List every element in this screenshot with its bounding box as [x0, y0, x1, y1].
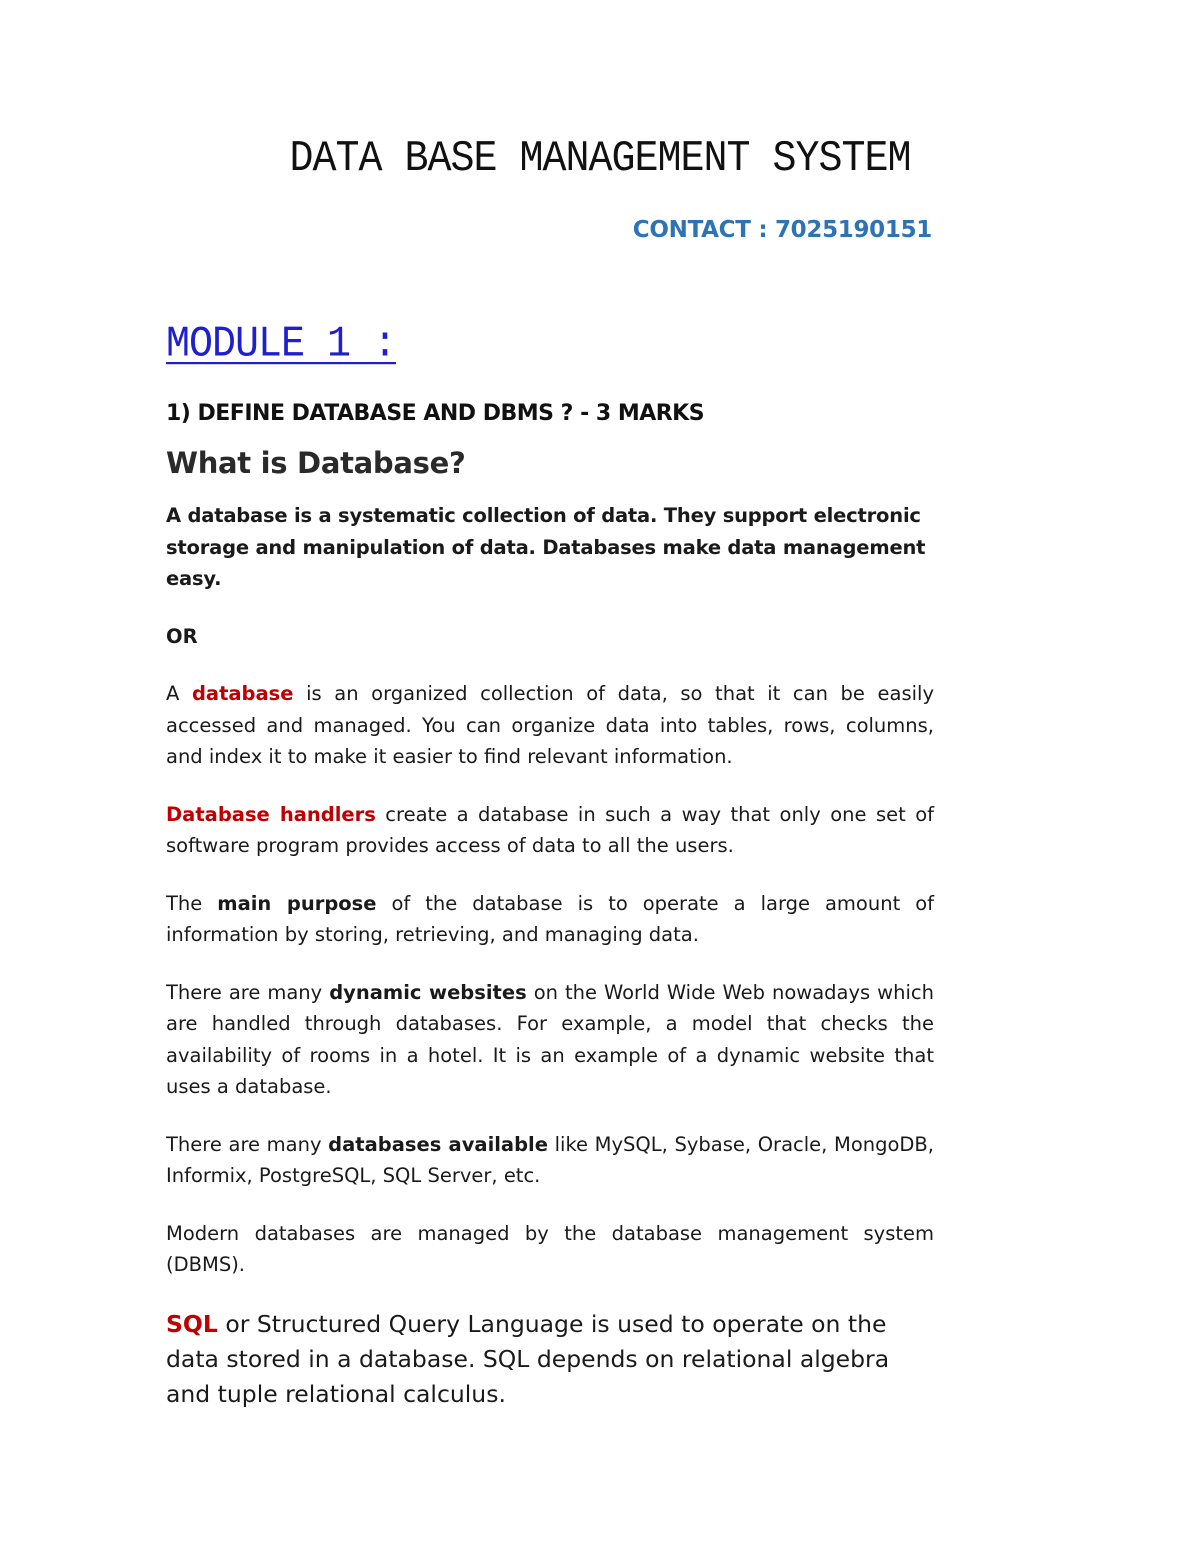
paragraph-definition: A database is a systematic collection of data. They support electronic storage and manipulation of data. Databases make data management easy. — [166, 504, 926, 590]
text-run: is an organized collection of data, so that it can be easily accessed and managed. You can organize data into tables, rows, columns, and index it to make it easier to find relevant information. — [166, 682, 935, 768]
paragraph-main-purpose — [166, 888, 934, 951]
text-run: like MySQL, Sybase, Oracle, MongoDB, Informix, PostgreSQL, SQL Server, etc. — [166, 1132, 935, 1187]
text-run: There are many — [166, 980, 330, 1004]
paragraph-sql — [166, 1307, 934, 1412]
document-title: DATA BASE MANAGEMENT SYSTEM — [289, 134, 911, 185]
text-run: The — [166, 891, 218, 915]
body-content — [166, 500, 934, 1438]
bold-main-purpose: main purpose — [217, 891, 377, 915]
text-run: There are many — [166, 1132, 329, 1156]
text-run: of the database is to operate a large amount of information by storing, retrieving, and managing data. — [166, 891, 934, 946]
paragraph-database-handlers — [166, 799, 934, 862]
bold-dynamic-websites: dynamic websites — [329, 980, 527, 1004]
text-run: on the World Wide Web nowadays which are handled through databases. For example, a model that checks the availability of rooms in a hotel. It is an example of a dynamic website that uses a database. — [166, 980, 934, 1098]
text-run: A — [166, 682, 192, 705]
paragraph-or: OR — [166, 624, 198, 648]
question-heading: 1) DEFINE DATABASE AND DBMS ? - 3 MARKS — [166, 401, 705, 426]
paragraph-organized-collection — [166, 678, 934, 773]
module-heading: MODULE 1 : — [166, 320, 397, 370]
paragraph-databases-available — [166, 1129, 934, 1192]
text-run: or Structured Query Language is used to operate on the data stored in a database. SQL depends on relational algebra and tuple relational calculus. — [166, 1309, 890, 1408]
highlight-sql: SQL — [166, 1309, 218, 1338]
paragraph-modern-databases: Modern databases are managed by the database management system (DBMS). — [166, 1221, 934, 1276]
bold-databases-available: databases available — [328, 1132, 548, 1156]
paragraph-dynamic-websites — [166, 977, 934, 1103]
text-run: create a database in such a way that only one set of software program provides access of data to all the users. — [166, 802, 935, 857]
section-subheading: What is Database? — [166, 446, 466, 480]
contact-line: CONTACT : 7025190151 — [632, 217, 932, 243]
highlight-database: database — [191, 682, 294, 705]
highlight-database-handlers: Database handlers — [166, 802, 376, 826]
